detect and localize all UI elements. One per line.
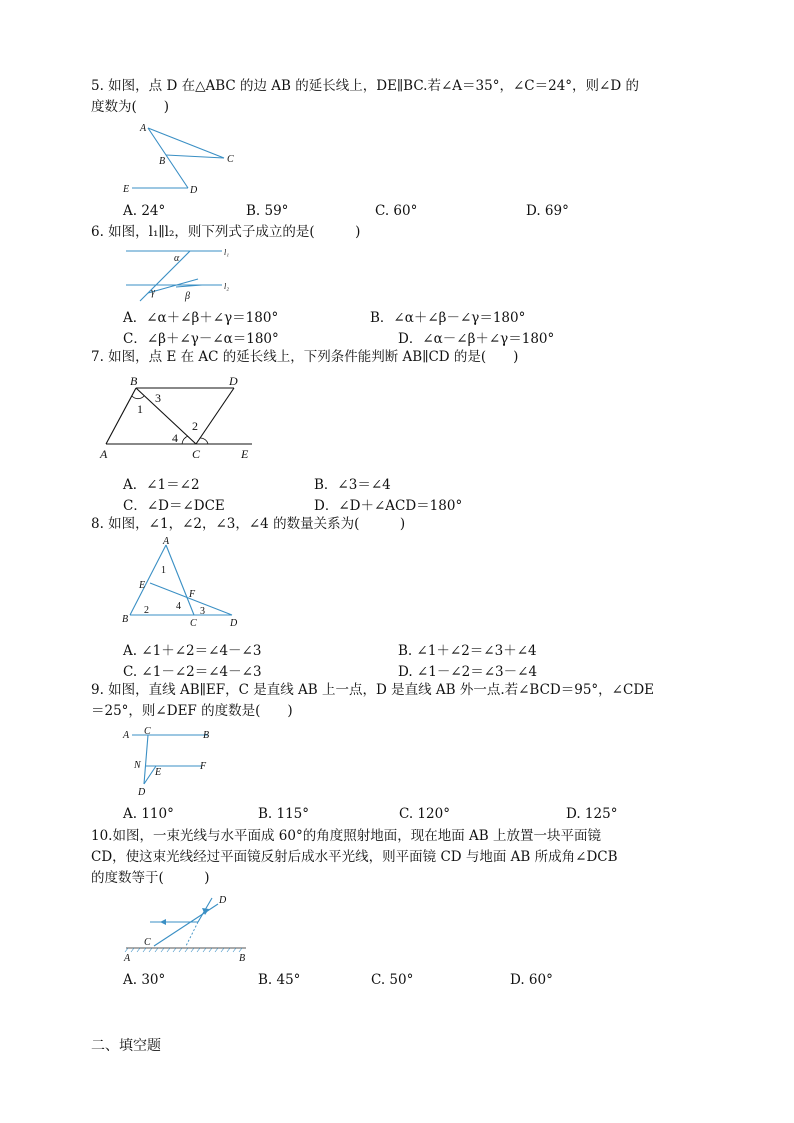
q8-stem-line1: 8. 如图，∠1，∠2，∠3，∠4 的数量关系为( ) [91,516,406,532]
q8-angle-3: 3 [200,606,205,617]
q5-stem-line1: 5. 如图，点 D 在△ABC 的边 AB 的延长线上，DE∥BC.若∠A＝35°，∠C＝24°，则∠D 的 [91,78,639,94]
q9-option-d: D. 125° [566,806,618,822]
q5-label-c: C [227,154,234,165]
q6-option-c: C．∠β＋∠γ－∠α＝180° [123,331,279,347]
q6-label-l2: l₂ [224,282,230,291]
q6-label-beta: β [185,291,190,302]
q6-figure [118,243,248,309]
q6-label-l1: l₁ [224,248,230,257]
q8-option-d: D. ∠1－∠2＝∠3－∠4 [398,664,538,680]
q8-label-b: B [122,614,129,625]
q10-stem-line1: 10.如图，一束光线与水平面成 60°的角度照射地面，现在地面 AB 上放置一块平面镜 [91,828,601,844]
q10-label-c: C [144,937,151,948]
q9-label-d: D [138,787,146,798]
q9-label-e: E [155,767,162,778]
q5-stem-line2: 度数为( ) [91,99,170,115]
q7-label-a: A [100,447,108,461]
q7-label-c: C [192,447,201,461]
q7-angle-3: 3 [155,391,161,405]
q9-label-f: F [200,761,207,772]
q8-angle-2: 2 [144,605,149,616]
q5-option-c: C. 60° [375,203,418,219]
q5-label-d: D [190,185,198,196]
q7-label-e: E [241,447,249,461]
q5-option-d: D. 69° [526,203,569,219]
q8-option-c: C. ∠1－∠2＝∠4－∠3 [123,664,262,680]
q9-label-n: N [134,760,141,771]
q5-label-a: A [140,123,147,134]
q5-option-a: A. 24° [123,203,166,219]
q6-label-gamma: γ [151,287,155,298]
q9-option-a: A. 110° [123,806,174,822]
q8-label-e: E [139,580,146,591]
q6-option-d: D．∠α－∠β＋∠γ＝180° [398,331,555,347]
q9-label-b: B [203,730,210,741]
q10-option-d: D. 60° [510,972,553,988]
q7-label-d: D [229,374,238,388]
q8-label-c: C [190,618,197,629]
q5-option-b: B. 59° [246,203,289,219]
q10-label-a: A [124,953,131,964]
q10-label-d: D [219,895,227,906]
q10-option-a: A. 30° [123,972,166,988]
q6-label-alpha: α [174,253,180,264]
q6-stem-line1: 6. 如图，l₁∥l₂，则下列式子成立的是( ) [91,224,361,240]
q7-figure [96,372,260,466]
q9-figure [118,724,218,804]
q7-angle-2: 2 [192,419,198,433]
q9-label-c: C [144,726,151,737]
q8-angle-4: 4 [176,601,181,612]
q10-label-b: B [239,953,246,964]
q6-option-a: A．∠α＋∠β＋∠γ＝180° [123,310,279,326]
q5-label-b: B [159,156,166,167]
q8-label-d: D [230,618,238,629]
q8-option-a: A. ∠1＋∠2＝∠4－∠3 [123,643,262,659]
q8-figure [118,537,248,635]
q7-label-b: B [130,374,138,388]
q8-label-f: F [189,589,196,600]
q7-stem-line1: 7. 如图，点 E 在 AC 的延长线上，下列条件能判断 AB∥CD 的是( ) [91,349,519,365]
q6-option-b: B．∠α＋∠β－∠γ＝180° [370,310,526,326]
q7-option-c: C．∠D＝∠DCE [123,498,225,514]
q9-stem-line2: ＝25°，则∠DEF 的度数是( ) [91,703,293,719]
q5-label-e: E [123,184,130,195]
q10-option-c: C. 50° [371,972,414,988]
q9-label-a: A [123,730,130,741]
q7-option-d: D．∠D＋∠ACD＝180° [314,498,463,514]
q8-option-b: B. ∠1＋∠2＝∠3＋∠4 [398,643,537,659]
q7-option-a: A．∠1＝∠2 [123,477,200,493]
q9-stem-line1: 9. 如图，直线 AB∥EF，C 是直线 AB 上一点，D 是直线 AB 外一点.若∠BCD＝95°，∠CDE [91,682,655,698]
q10-stem-line2: CD，使这束光线经过平面镜反射后成水平光线，则平面镜 CD 与地面 AB 所成角∠DCB [91,849,618,865]
q7-option-b: B．∠3＝∠4 [314,477,391,493]
q8-angle-1: 1 [161,565,166,576]
q7-angle-1: 1 [137,402,143,416]
q10-option-b: B. 45° [258,972,301,988]
q9-option-b: B. 115° [258,806,310,822]
q10-figure [118,890,258,970]
q7-angle-4: 4 [172,431,178,445]
q9-option-c: C. 120° [399,806,450,822]
q10-stem-line3: 的度数等于( ) [91,870,210,886]
q8-label-a: A [163,537,170,547]
q5-figure [118,118,248,202]
section-title: 二、填空题 [91,1038,161,1054]
